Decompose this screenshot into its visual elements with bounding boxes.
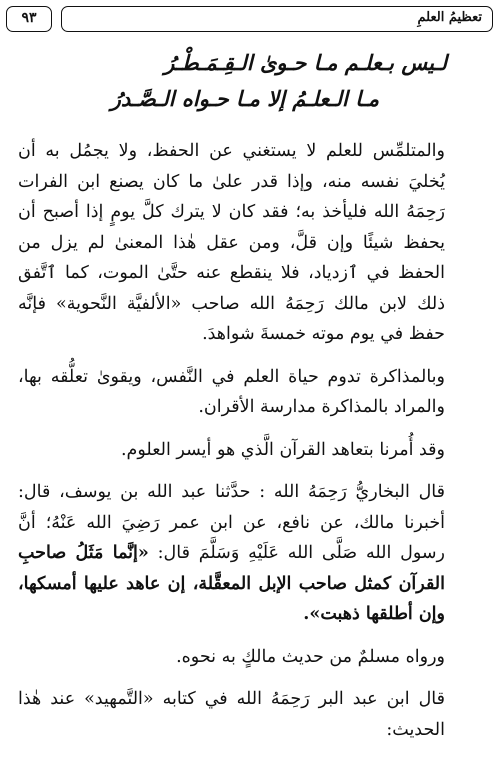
running-title-frame: [61, 6, 493, 32]
body-text: [18, 136, 477, 745]
paragraph-hadith: [18, 477, 477, 630]
paragraph-muslim: ورواه مسلمٌ من حديث مالكٍ به نحوه.: [176, 646, 445, 667]
paragraph-memorization: والمتلمِّس للعلم لا يستغني عن الحفظ، ولا يجمُل به أن يُخليَ نفسه منه، وإذا قدر علىٰ ما كان يصنع ابن الفرات رَحِمَهُ الله فليأخذ به؛ فقد كان لا يترك كلَّ يومٍ إذا أصبح أن يحفظ شيئًا وإن قلَّ، ومن عقل هٰذا المعنىٰ لم يزل من الحفظ في ٱزدياد، فلا ينقطع عنه حتَّىٰ الموت، كما ٱتَّفق ذلك لابن مالك رَحِمَهُ الله صاحب «الألفيَّة النَّحوية» فإنَّه حفظ في يوم موته خمسةَ شواهدَ.: [18, 141, 445, 344]
page-number: ٩٣: [6, 6, 52, 32]
paragraph-quran: وقد أُمرنا بتعاهد القرآن الَّذي هو أيسر العلوم.: [120, 439, 445, 460]
running-title: تعظيمُ العلمِ: [417, 10, 482, 25]
hadith-text: «إنَّما مَثَلُ صاحبِ القرآن كمثل صاحب الإبل المعقَّلة، إن عاهد عليها أمسكها، وإن أطلقها ذهبت».: [18, 543, 445, 624]
verse-line-1: لـيس بـعلـم مـا حـوىٰ الـقِـمَـطْـرُ: [164, 50, 447, 75]
paragraph-ibn-abd-al-barr: قال ابن عبد البر رَحِمَهُ الله في كتابه «التَّمهيد» عند هٰذا الحديث:: [18, 689, 445, 740]
page-header: [6, 6, 493, 34]
paragraph-review: وبالمذاكرة تدوم حياة العلم في النَّفس، ويقوىٰ تعلُّقه بها، والمراد بالمذاكرة مدارسة الأقران.: [18, 366, 445, 417]
hadith-chain: قال البخاريُّ رَحِمَهُ الله : حدَّثنا عبد الله بن يوسف، قال: أخبرنا مالك، عن نافع، عن ابن عمر رَضِيَ الله عَنْهُ؛ أنَّ رسول الله صَلَّى الله عَلَيْهِ وَسَلَّمَ قال:: [18, 482, 445, 563]
verse-line-2: مـا الـعلـمُ إلا مـا حـواه الـصَّـدرُ: [110, 86, 379, 111]
